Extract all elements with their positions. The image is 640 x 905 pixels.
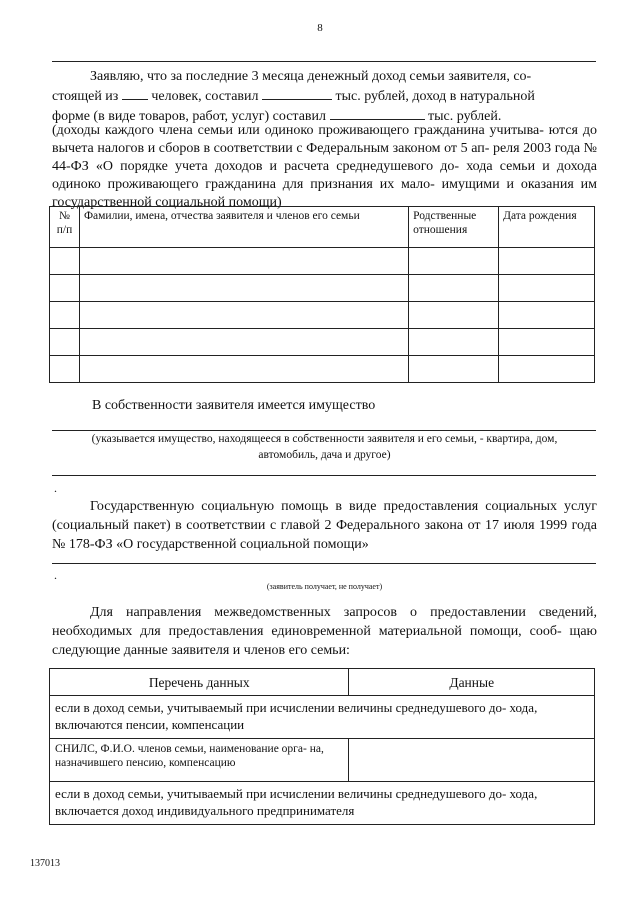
col-birthdate-header: Дата рождения	[499, 207, 595, 248]
snils-label: СНИЛС, Ф.И.О. членов семьи, наименование орга- на, назначившего пенсию, компенсацию	[50, 739, 349, 782]
members-count-field[interactable]	[122, 86, 148, 100]
col-name-header: Фамилии, имена, отчества заявителя и членов его семьи	[79, 207, 408, 248]
family-members-table	[49, 206, 595, 383]
document-code: 137013	[30, 858, 60, 869]
property-line[interactable]	[52, 430, 596, 431]
social-line[interactable]	[52, 563, 596, 564]
col-relation-header: Родственные отношения	[409, 207, 499, 248]
table-row	[50, 696, 595, 739]
cash-income-field[interactable]	[262, 86, 332, 100]
table-row	[50, 275, 595, 302]
data-list-header: Перечень данных	[50, 669, 349, 696]
entrepreneur-section-label: если в доход семьи, учитываемый при исчислении величины среднедушевого до- хода, включается доход индивидуального предпринимателя	[50, 782, 595, 825]
property-line-2[interactable]	[52, 475, 596, 476]
data-table-header	[50, 669, 595, 696]
table-row	[50, 329, 595, 356]
social-dot: .	[54, 568, 57, 582]
top-rule	[52, 61, 596, 62]
table-row	[50, 248, 595, 275]
table-row	[50, 782, 595, 825]
col-number-header: № п/п	[50, 207, 80, 248]
table-row	[50, 739, 595, 782]
property-hint-2: автомобиль, дача и другое)	[258, 449, 391, 461]
property-dot: .	[54, 481, 57, 495]
data-value-header: Данные	[349, 669, 595, 696]
income-declaration: Заявляю, что за последние 3 месяца денежный доход семьи заявителя, со- стоящей из человек, составил тыс. рублей, доход в натуральной форме (в виде товаров, работ, услуг) составил тыс. рублей.	[52, 69, 535, 124]
pension-section-label: если в доход семьи, учитываемый при исчислении величины среднедушевого до- хода, включаются пенсии, компенсации	[50, 696, 595, 739]
intro-line1: Заявляю, что за последние 3 месяца денежный доход семьи заявителя, со-	[90, 69, 532, 84]
data-table	[49, 668, 595, 825]
income-note: (доходы каждого члена семьи или одиноко проживающего гражданина учитыва- ются до вычета налогов и сборов в соответствии с Федеральным законом от 5 ап- реля 2003 года № 44-ФЗ «О порядке учета доходов и расчета среднедушевого до- хода семьи и дохода одиноко проживающего гражданина для признания их мало- имущими и оказания им государственной социальной помощи)	[52, 123, 597, 210]
snils-value[interactable]	[349, 739, 595, 782]
table-header-row	[50, 207, 595, 248]
social-hint: (заявитель получает, не получает)	[266, 582, 383, 591]
in-kind-income-field[interactable]	[330, 106, 425, 120]
social-package-text: Государственную социальную помощь в виде предоставления социальных услуг (социальный пакет) в соответствии с главой 2 Федерального закона от 17 июля 1999 года № 178-ФЗ «О государственной социальной помощи»	[52, 499, 597, 552]
requests-text: Для направления межведомственных запросов о предоставлении сведений, необходимых для предоставления единовременной материальной помощи, сооб- щаю следующие данные заявителя и членов его семьи:	[52, 605, 597, 658]
table-row	[50, 356, 595, 383]
property-label: В собственности заявителя имеется имущество	[92, 398, 376, 413]
page-number: 8	[317, 22, 323, 34]
table-row	[50, 302, 595, 329]
property-hint-1: (указывается имущество, находящееся в собственности заявителя и его семьи, - квартира, дом,	[91, 433, 558, 445]
